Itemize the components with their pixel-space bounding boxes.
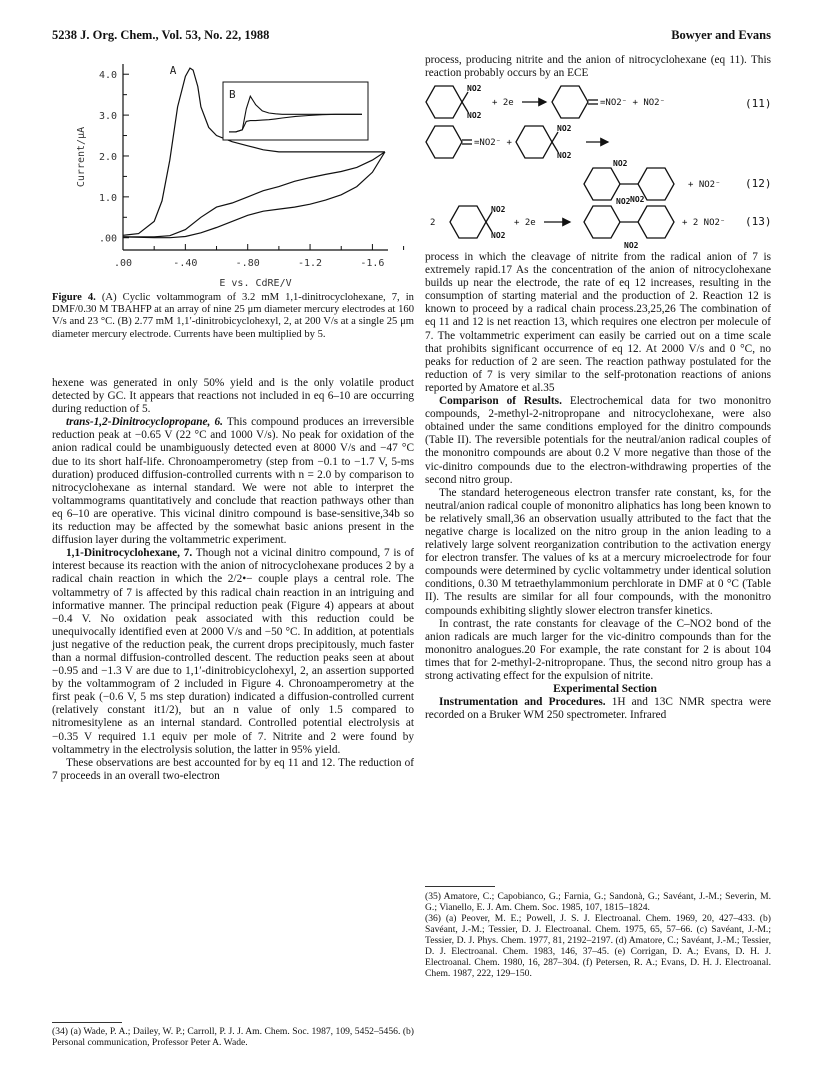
- footnote-rule-left: [52, 1022, 122, 1023]
- section-head-comparison: Comparison of Results.: [439, 395, 562, 408]
- reaction-scheme: [420, 80, 775, 250]
- no2-label: NO2: [616, 197, 631, 206]
- panel-label-b: B: [229, 88, 236, 101]
- right-column-top: [425, 54, 771, 80]
- panel-label-a: A: [169, 64, 177, 78]
- running-header-left: 5238 J. Org. Chem., Vol. 53, No. 22, 1988: [52, 28, 270, 42]
- figure-caption-text: (A) Cyclic voltammogram of 3.2 mM 1,1-dinitrocyclohexane, 7, in DMF/0.30 M TBAHFP at an array of nine 25 μm diameter mercury electrodes at 160 V/s and 23 °C. (B) 2.77 mM 1,1′-dinitrobicyclohexyl, 2, at 200 V/s at a single 25 μm diameter mercury electrode. Currents have been multiplied by 5.: [52, 292, 414, 340]
- left-paragraph-2-text: This compound produces an irreversible reduction peak at −0.65 V (22 °C and 1000 V/s). No peak for oxidation of the anion radical could be unambiguously detected even at 8000 V/s and −47 °C due to its short half-life. Chronoamperometry (step from −0.1 to −1.7 V, 5-ms duration) produced diffusion-controlled currents with n = 2.0 by comparison to nitrocyclohexane as internal standard. We were not able to interpret the voltammograms quantitatively and conclude that reaction pathways other than eq 6–10 are operative. This vicinal dinitro compound is base-sensitive,34b so its reduction may be affected by the somewhat basic anions present in the diffusion layer during the voltammetric experiment.: [52, 416, 414, 547]
- no2-label: NO2: [491, 231, 506, 240]
- x-tick-label: -.40: [173, 258, 198, 269]
- right-paragraph-1: process in which the cleavage of nitrite from the radical anion of 7 is extremely rapid.17 As the concentration of the anion of nitrocyclohexane builds up near the electrode, the rate of eq 12 increases, resulting in the consumption of starting material and the production of 2. Reaction 12 is known to proceed by a radical chain process.23,25,26 The combination of eq 11 and 12 is net reaction 13, which requires one electron per molecule of 7. The voltammetric experiment can easily be carried out on a time scale that prohibits significant occurrence of eq 12. At 2000 V/s and 0 °C, no peaks for reduction of 2 are seen. The reaction pathway postulated for the reduction of 7 is very similar to the self-protonation reactions of anions reported by Amatore et al.35: [425, 251, 771, 394]
- eq13-electrons: + 2e: [514, 218, 536, 228]
- equation-number-13: (13): [745, 215, 772, 228]
- section-heading-experimental: Experimental Section: [553, 683, 657, 696]
- eq12-products: + NO2⁻: [688, 180, 721, 190]
- no2-label: NO2: [467, 84, 482, 93]
- left-paragraph-1: hexene was generated in only 50% yield and is the only volatile product detected by GC. It appears that reactions not included in eq 6–10 are occurring during reduction of 5.: [52, 377, 414, 416]
- figure-4-chart: [60, 60, 410, 292]
- cyclohexane-ring-icon: [584, 206, 620, 238]
- cyclohexane-ring-icon: [638, 206, 674, 238]
- eq13-products: + 2 NO2⁻: [682, 218, 726, 228]
- footnotes-35-36: (35) Amatore, C.; Capobianco, G.; Farnia, G.; Sandonà, G.; Savéant, J.-M.; Severin, M. G.; Vianello, E. J. Am. Chem. Soc. 1985, 107, 1815–1824. (36) (a) Peover, M. E.; Powell, J. S. J. Electroanal. Chem. 1969, 20, 427–433. (b) Savéant, J.-M.; Tessier, D. J. Electroanal. Chem. 1975, 65, 57–66. (c) Savéant, J.-M.; Tessier, D. J. Phys. Chem. 1977, 81, 2192–2197. (d) Amatore, C.; Savéant, J.-M.; Tessier, D. J. Electroanal. Chem. 1983, 146, 37–45. (e) Corrigan, D. A.; Evans, D. H. J. Electroanal. Chem. 1980, 16, 287–304. (f) Petersen, R. A.; Evans, D. H. J. Electroanal. Chem. 1987, 222, 129–150.: [425, 891, 771, 979]
- cyclohexane-ring-icon: [516, 126, 552, 158]
- x-tick-label: -1.2: [298, 258, 323, 269]
- left-paragraph-4: These observations are best accounted for by eq 11 and 12. The reduction of 7 proceeds in an overall two-electron: [52, 756, 414, 782]
- no2-label: NO2: [557, 151, 572, 160]
- x-tick-label: .00: [113, 258, 133, 269]
- section-head-dinitrocyclohexane: 1,1-Dinitrocyclohexane, 7.: [66, 547, 193, 560]
- right-paragraph-3: The standard heterogeneous electron transfer rate constant, ks, for the neutral/anion radical couple of mononitro aliphatics has long been known to be relatively small,36 an observation usually attributed to the fact that the negative charge is localized on the nitro group in the anion leading to a relatively large solvent reorganization contribution to the activation energy for electron transfer. The values of ks at a mercury microelectrode for four compounds were determined by cyclic voltammetry under identical solution conditions, 0.30 M tetraethylammonium perchlorate in DMF at 0 °C (Table II). The results are similar for all four compounds, with the mononitro compounds exhibiting slightly slower electron transfer kinetics.: [425, 486, 771, 617]
- y-tick-label: .00: [98, 233, 117, 245]
- eq12-anion: =NO2⁻ +: [474, 138, 512, 148]
- y-tick-label: 4.0: [98, 70, 117, 82]
- cyclohexane-ring-icon: [450, 206, 486, 238]
- eq13-coefficient: 2: [430, 218, 436, 228]
- x-tick-label: -.80: [235, 258, 260, 269]
- cyclohexane-ring-icon: [584, 168, 620, 200]
- cyclohexane-ring-icon: [426, 86, 462, 118]
- equation-number-11: (11): [745, 97, 772, 110]
- x-axis-label: E vs. CdRE/V: [219, 278, 292, 289]
- section-head-trans: trans-1,2-Dinitrocyclopropane, 6.: [66, 416, 223, 429]
- y-tick-label: 1.0: [98, 192, 117, 204]
- y-axis-label: Current/μA: [76, 126, 87, 188]
- figure-caption: [52, 292, 414, 341]
- cyclohexane-ring-icon: [426, 126, 462, 158]
- no2-label: NO2: [624, 241, 639, 250]
- right-top-text: process, producing nitrite and the anion of nitrocyclohexane (eq 11). This reaction probably occurs by an ECE: [425, 54, 771, 80]
- left-paragraph-2: [52, 416, 414, 547]
- no2-label: NO2: [467, 111, 482, 120]
- right-column: [425, 251, 771, 722]
- right-paragraph-2-text: Electrochemical data for two mononitro compounds, 2-methyl-2-nitropropane and nitrocyclohexane, were also obtained under the same conditions employed for the dinitro compounds (Table II). The reversible potentials for the neutral/anion radical couples of the mononitro compounds are about 0.2 V more negative than those of the vic-dinitro compounds due to the electron-withdrawing properties of the second nitro group.: [425, 395, 771, 486]
- y-tick-label: 3.0: [98, 111, 117, 123]
- right-paragraph-5: [425, 696, 771, 722]
- y-tick-label: 2.0: [98, 151, 117, 163]
- running-header-right: Bowyer and Evans: [671, 28, 771, 42]
- voltammogram-curve: [123, 152, 385, 237]
- no2-label: NO2: [491, 205, 506, 214]
- footnote-34: (34) (a) Wade, P. A.; Dailey, W. P.; Carroll, P. J. J. Am. Chem. Soc. 1987, 109, 5452–5456. (b) Personal communication, Professor Peter A. Wade.: [52, 1026, 414, 1048]
- no2-label: NO2: [613, 159, 628, 168]
- right-paragraph-5-text: 1H and 13C NMR spectra were recorded on a Bruker WM 250 spectrometer. Infrared: [425, 696, 771, 722]
- no2-label: NO2: [557, 124, 572, 133]
- figure-caption-label: Figure 4.: [52, 292, 96, 303]
- eq11-products: =NO2⁻ + NO2⁻: [600, 98, 666, 108]
- eq11-electrons: + 2e: [492, 98, 514, 108]
- cyclohexane-ring-icon: [552, 86, 588, 118]
- left-column: [52, 377, 414, 783]
- left-paragraph-3-text: Though not a vicinal dinitro compound, 7 is of interest because its reaction with the anion of nitrocyclohexane produces 2 by a radical chain reaction in which the 2/2•− couple plays a central role. The voltammetry of 7 is affected by this radical chain reaction in an intriguing and informative manner. The principal reduction peak (Figure 4) appears at about −0.4 V. No oxidation peak associated with this reduction could be unequivocally identified even at 2000 V/s and −50 °C. In addition, at potentials just negative of the reduction peak, the current drops precipitously, much faster than a normal diffusion-controlled descent. The reduction peaks seen at about −0.95 and −1.3 V are due to 1,1′-dinitrobicyclohexyl, 2, an assertion supported by the voltammogram of 2 included in Figure 4. Chronoamperometry at the first peak (−0.6 V, 5 ms step duration) indicated a diffusion-controlled current (relatively constant it1/2), but an n value of only 1.5 compared to nitromesitylene as an internal standard. Controlled potential electrolysis at −0.35 V required 1.1 equiv per mole of 7. Nitrite and 2 were found by voltammetry in the electrolysis solution, the latter in 95% yield.: [52, 547, 414, 756]
- right-paragraph-4: In contrast, the rate constants for cleavage of the C–NO2 bond of the anion radicals are much larger for the vic-dinitro compounds than for the mononitro analogues.20 For example, the rate constant for 2 is about 104 times that for 2-methyl-2-nitropropane. Thus, the second nitro group has a strong activating effect for the expulsion of nitrite.: [425, 617, 771, 682]
- footnote-rule-right: [425, 886, 495, 887]
- no2-label: NO2: [630, 195, 645, 204]
- section-head-instrumentation: Instrumentation and Procedures.: [439, 696, 606, 709]
- equation-number-12: (12): [745, 177, 772, 190]
- inset-frame: [223, 82, 368, 140]
- x-tick-label: -1.6: [360, 258, 385, 269]
- right-paragraph-2: [425, 395, 771, 487]
- left-paragraph-3: [52, 547, 414, 757]
